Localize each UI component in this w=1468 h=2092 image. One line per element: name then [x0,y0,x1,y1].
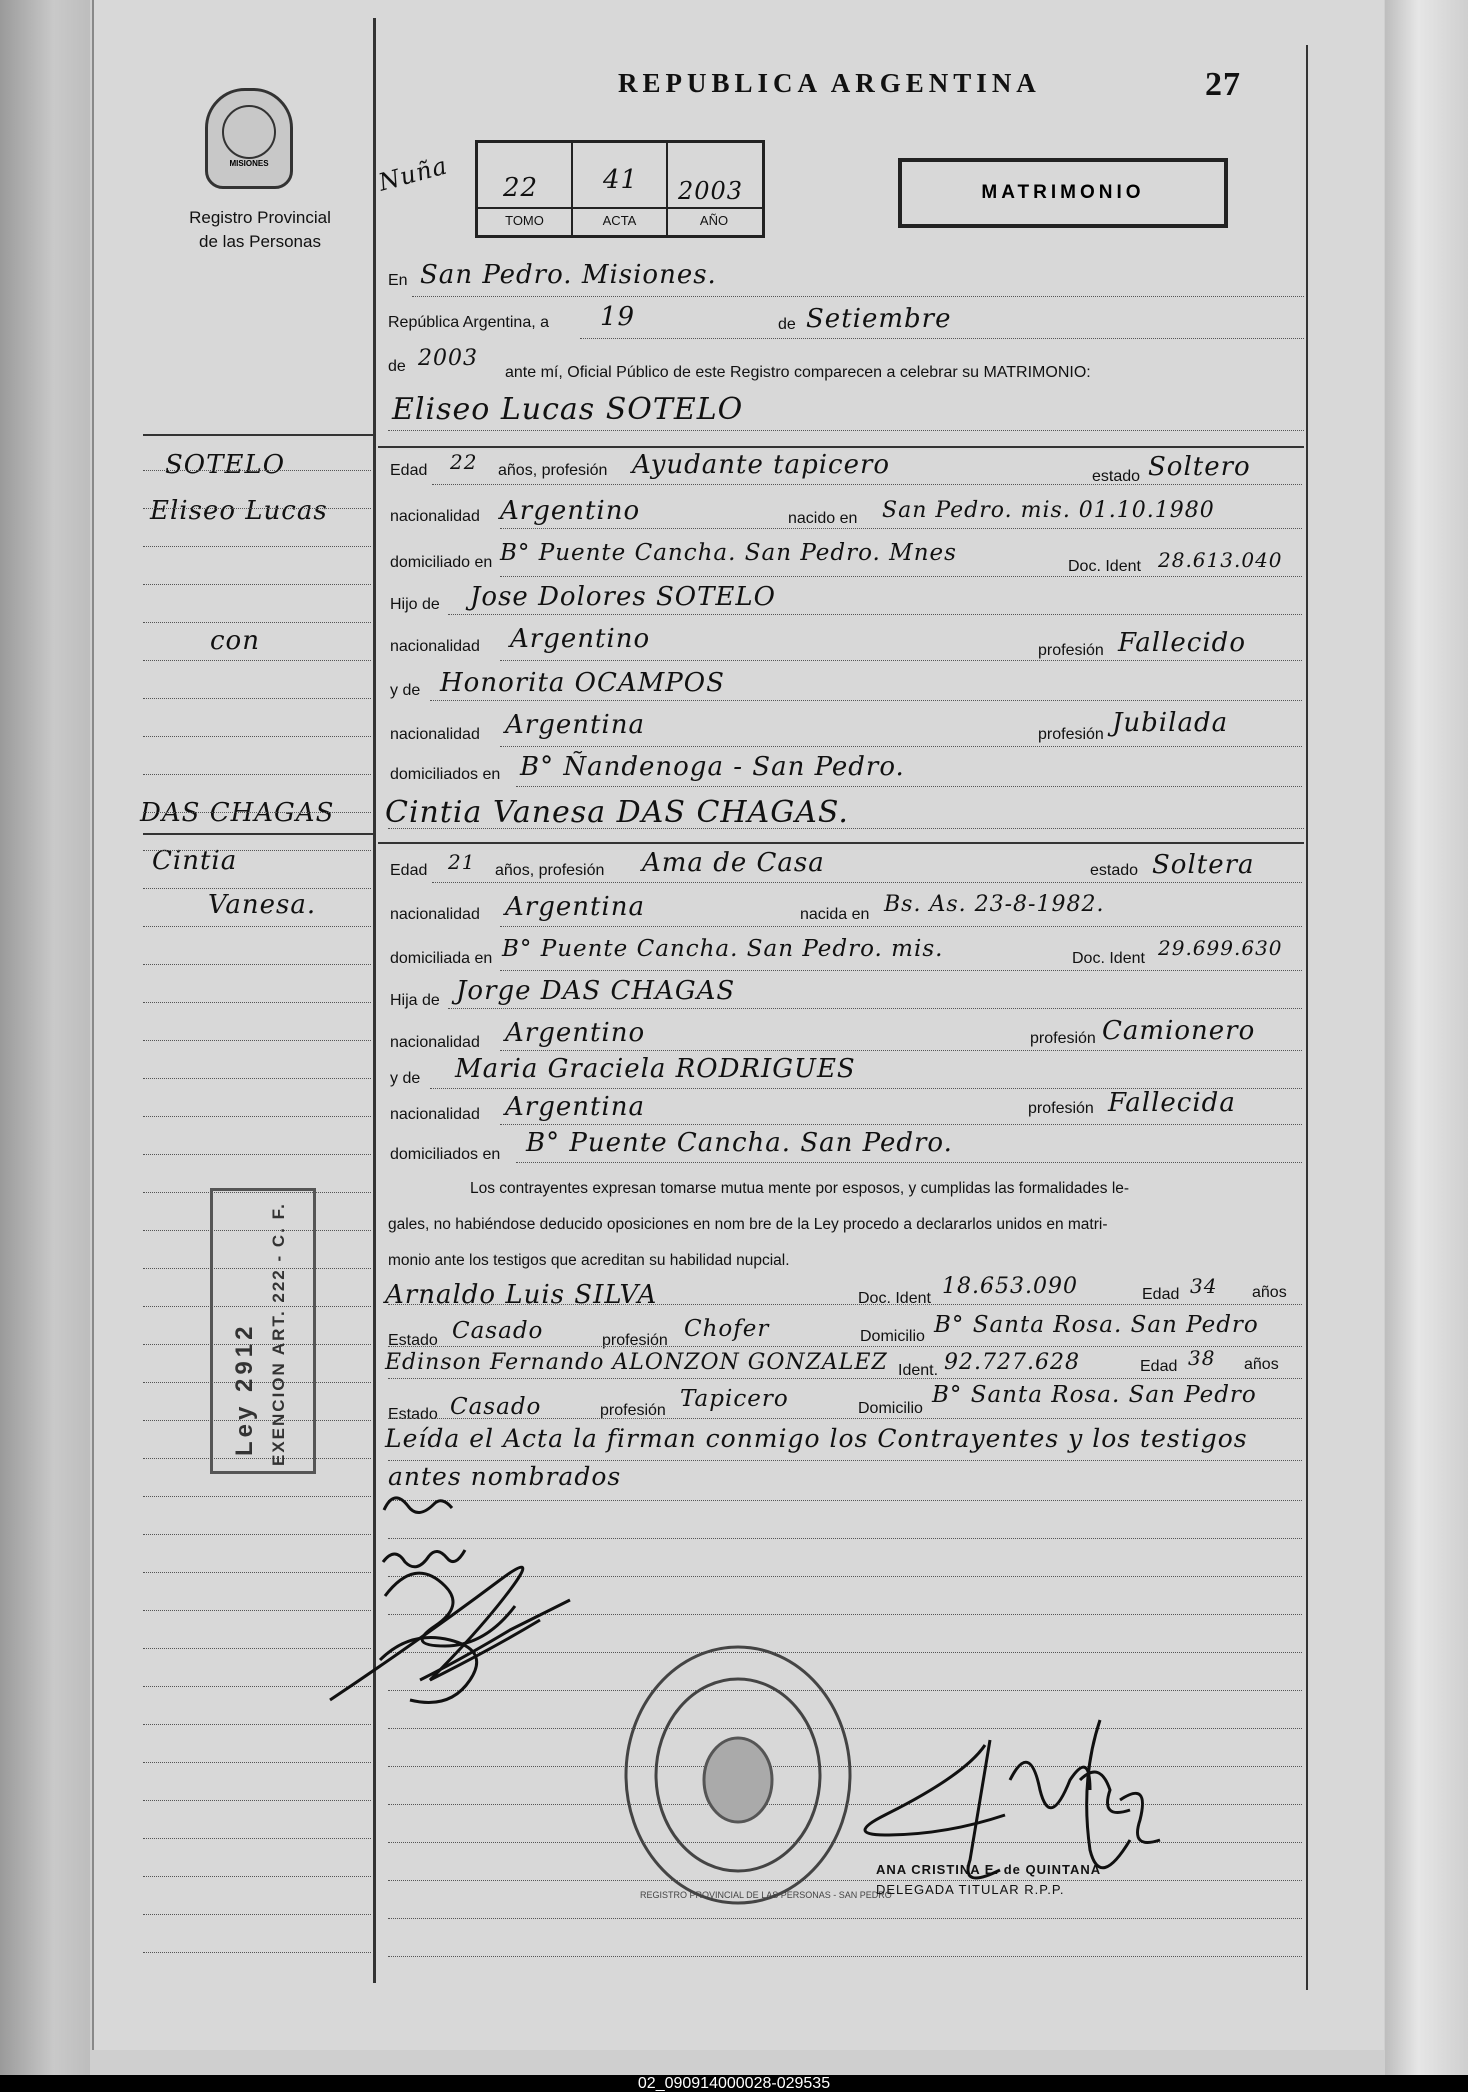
groom-yde-label: y de [390,682,421,699]
groom-edad-label: Edad [390,462,428,479]
bride-edad-label: Edad [390,862,428,879]
republica-label: República Argentina, a [388,314,549,331]
month: Setiembre [806,304,952,334]
margin-bride-name1: Cintia [152,846,238,876]
bride-father: Jorge DAS CHAGAS [456,976,736,1006]
groom-father-nat: Argentino [510,624,651,654]
bride-dom-label: domiciliada en [390,950,493,967]
groom-doc-label: Doc. Ident [1068,558,1141,575]
year-prefix: de [388,358,406,375]
groom-mother-prof: Jubilada [1112,708,1229,738]
witness1-edad-label: Edad [1142,1286,1180,1303]
witness2-estado: Casado [450,1394,542,1420]
groom-father-nat-label: nacionalidad [390,638,480,655]
bride-nacida-label: nacida en [800,906,870,923]
witness2-dom-label: Domicilio [858,1400,923,1417]
bride-doc-label: Doc. Ident [1072,950,1145,967]
seal-text: MISIONES [229,159,269,168]
groom-mother: Honorita OCAMPOS [440,668,725,698]
witness1-prof-label: profesión [602,1332,668,1349]
place: San Pedro. Misiones. [420,260,717,290]
margin-bride-name2: Vanesa. [208,890,317,920]
official-name: ANA CRISTINA E. de QUINTANA [876,1862,1102,1877]
acta-value: 41 [603,165,639,195]
bride-nac-label: nacionalidad [390,906,480,923]
declaration-line2: gales, no habiéndose deducido oposiciones en nom bre de la Ley procedo a declararlos unidos en matri- [388,1216,1108,1233]
bride-nationality: Argentina [505,892,645,922]
en-label: En [388,272,408,289]
witness2-doc: 92.727.628 [944,1350,1080,1375]
witness1-doc: 18.653.090 [942,1274,1078,1299]
de-label: de [778,316,796,333]
groom-parents-dom: B° Ñandenoga - San Pedro. [520,752,905,782]
bride-parents-dom: B° Puente Cancha. San Pedro. [526,1128,953,1158]
tomo-value: 22 [503,173,539,203]
bride-prof-label: años, profesión [495,862,605,879]
declaration-line3: monio ante los testigos que acreditan su habilidad nupcial. [388,1252,790,1269]
act-type-label: MATRIMONIO [981,182,1145,203]
registry-name: Registro Provincial [189,208,331,227]
bride-profession: Ama de Casa [642,848,825,878]
groom-parents-dom-label: domiciliados en [390,766,501,783]
bride-hija-label: Hija de [390,992,440,1009]
bride-father-nat-label: nacionalidad [390,1034,480,1051]
witness2-prof-label: profesión [600,1402,666,1419]
bride-mother-prof-label: profesión [1028,1100,1094,1117]
bride-mother-nat-label: nacionalidad [390,1106,480,1123]
round-seal [626,1647,850,1903]
groom-dom-label: domiciliado en [390,554,493,571]
year: 2003 [418,346,478,371]
exemption-article: EXENCION ART. 222 - C. F. [269,1202,288,1466]
groom-mother-nat: Argentina [505,710,645,740]
witness1-profession: Chofer [684,1316,770,1342]
day: 19 [600,302,636,332]
bride-estado: Soltera [1152,850,1255,880]
official-title: DELEGADA TITULAR R.P.P. [876,1882,1065,1897]
groom-nac-label: nacionalidad [390,508,480,525]
bride-mother-prof: Fallecida [1108,1088,1236,1118]
witness2-anos-label: años [1244,1356,1279,1373]
witness2-estado-label: Estado [388,1406,438,1423]
ano-label: AÑO [699,213,729,228]
margin-groom-names: Eliseo Lucas [150,496,328,526]
declaration-line1: Los contrayentes expresan tomarse mutua mente por esposos, y cumplidas las formalidades le- [470,1180,1130,1197]
witness2-profession: Tapicero [680,1386,789,1412]
country-title: REPUBLICA ARGENTINA [618,68,1041,98]
bride-mother-nat: Argentina [505,1092,645,1122]
groom-mother-prof-label: profesión [1038,726,1104,743]
groom-estado-label: estado [1092,468,1141,485]
groom-profession: Ayudante tapicero [632,450,891,480]
witness1-doc-label: Doc. Ident [858,1290,931,1307]
bride-father-prof: Camionero [1102,1016,1256,1046]
registry-name-2: de las Personas [199,232,321,251]
bride-birth: Bs. As. 23-8-1982. [884,892,1105,917]
ano-value: 2003 [678,177,744,205]
witness-signatures [330,1498,570,1703]
witness1-anos-label: años [1252,1284,1287,1301]
bride-full-name: Cintia Vanesa DAS CHAGAS. [385,795,849,830]
tomo-label: TOMO [505,213,544,228]
official-signature [865,1720,1160,1878]
groom-father-prof-label: profesión [1038,642,1104,659]
closing-line1: Leída el Acta la firman conmigo los Contrayentes y los testigos [385,1424,1248,1453]
witness2-edad-label: Edad [1140,1358,1178,1375]
witness1-dom-label: Domicilio [860,1328,925,1345]
witness1-estado-label: Estado [388,1332,438,1349]
groom-estado: Soltero [1148,452,1251,482]
bride-doc: 29.699.630 [1158,936,1283,960]
bride-address: B° Puente Cancha. San Pedro. mis. [502,936,944,962]
groom-nacido-label: nacido en [788,510,858,527]
bride-mother: Maria Graciela RODRIGUES [455,1054,856,1084]
file-id-bar [0,2075,1468,2092]
groom-prof-label: años, profesión [498,462,608,479]
bride-father-prof-label: profesión [1030,1030,1096,1047]
witness1-address: B° Santa Rosa. San Pedro [934,1312,1259,1338]
groom-birth: San Pedro. mis. 01.10.1980 [882,498,1215,523]
witness2-address: B° Santa Rosa. San Pedro [932,1382,1257,1408]
acta-label: ACTA [602,213,637,228]
exemption-law: Ley 2912 [231,1322,258,1456]
witness2-name: Edinson Fernando ALONZON GONZALEZ [385,1350,888,1375]
bride-father-nat: Argentino [505,1018,646,1048]
appearance-text: ante mí, Oficial Público de este Registro comparecen a celebrar su MATRIMONIO: [505,364,1091,381]
bride-parents-dom-label: domiciliados en [390,1146,501,1163]
groom-mother-nat-label: nacionalidad [390,726,480,743]
witness1-age: 34 [1190,1274,1218,1298]
margin-groom-surname: SOTELO [165,450,286,480]
groom-father: Jose Dolores SOTELO [470,582,776,612]
groom-father-prof: Fallecido [1118,628,1246,658]
closing-line2: antes nombrados [388,1462,622,1491]
groom-nationality: Argentino [500,496,641,526]
groom-hijo-label: Hijo de [390,596,440,613]
bride-yde-label: y de [390,1070,421,1087]
witness2-age: 38 [1188,1346,1216,1370]
witness2-doc-label: Ident. [898,1362,939,1379]
witness1-estado: Casado [452,1318,544,1344]
bride-estado-label: estado [1090,862,1139,879]
round-seal-text: REGISTRO PROVINCIAL DE LAS PERSONAS - SAN PEDRO [640,1890,892,1900]
groom-age: 22 [450,450,478,474]
groom-doc: 28.613.040 [1158,548,1283,572]
file-id: 02_090914000028-029535 [637,2075,831,2092]
bride-age: 21 [448,850,476,874]
margin-bride-surname: DAS CHAGAS [140,798,335,828]
page-number: 27 [1205,66,1241,103]
groom-full-name: Eliseo Lucas SOTELO [392,392,744,427]
margin-con: con [210,626,260,656]
groom-address: B° Puente Cancha. San Pedro. Mnes [500,540,957,566]
witness1-name: Arnaldo Luis SILVA [385,1280,658,1310]
initials-mark: Nuña [375,151,451,197]
